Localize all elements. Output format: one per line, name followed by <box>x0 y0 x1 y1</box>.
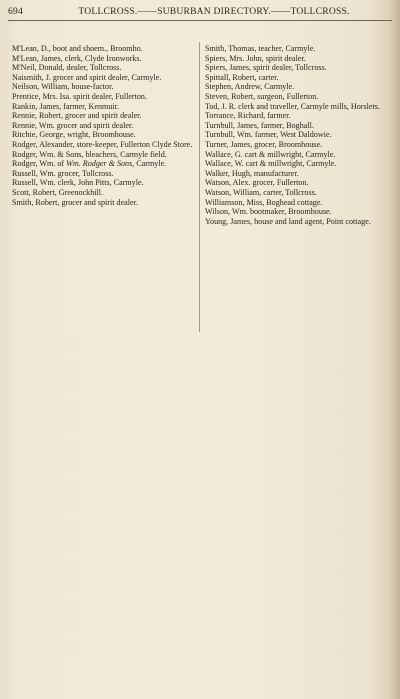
directory-entry: Watson, William, carter, Tollcross. <box>205 187 317 197</box>
directory-entry: Rodger, Alexander, store-keeper, Fullerton Clyde Store. <box>12 139 193 149</box>
page-number: 694 <box>8 6 23 17</box>
directory-entry: Wallace, G. cart & millwright, Carmyle. <box>205 149 336 159</box>
directory-entry: Walker, Hugh, manufacturer. <box>205 168 299 178</box>
directory-entry: Rodger, Wm. of Wm. Rodger & Sons, Carmyle. <box>12 159 167 169</box>
directory-entry: Scott, Robert, Greenockhill. <box>12 187 104 197</box>
directory-entry: Neilson, William, house-factor. <box>12 82 114 92</box>
header-rule <box>8 20 392 21</box>
directory-entry: Rankin, James, farmer, Kenmuir. <box>12 101 119 111</box>
directory-entry: Ritchie, George, wright, Broomhouse. <box>12 130 136 140</box>
directory-entry: Torrance, Richard, farmer. <box>205 111 291 121</box>
directory-entry: Spittall, Robert, carter. <box>205 72 279 82</box>
directory-entry: Steven, Robert, surgeon, Fullerton. <box>205 91 319 101</box>
column-divider <box>199 42 200 332</box>
show-through-texture <box>40 340 370 659</box>
directory-entry: Wallace, W. cart & millwright, Carmyle. <box>205 159 337 169</box>
left-column <box>12 44 196 207</box>
directory-entry: Stephen, Andrew, Carmyle. <box>205 82 295 92</box>
directory-entry: Russell, Wm. clerk, John Pitts, Carmyle. <box>12 178 144 188</box>
page-edge-shadow <box>388 0 400 699</box>
page-header <box>8 4 392 20</box>
directory-entry: Naismith, J. grocer and spirit dealer, Carmyle. <box>12 72 162 82</box>
right-column <box>205 44 391 226</box>
directory-entry: Prentice, Mrs. Isa. spirit dealer, Fullerton. <box>12 91 147 101</box>
running-title: TOLLCROSS.——SUBURBAN DIRECTORY.——TOLLCROSS. <box>78 6 350 17</box>
directory-entry: M'Lean, D., boot and shoem., Broomho. <box>12 44 143 53</box>
directory-entry: Turnbull, James, farmer, Boghall. <box>205 120 314 130</box>
directory-entry: Turner, James, grocer, Broomhouse. <box>205 139 323 149</box>
directory-entry: Rennie, Wm. grocer and spirit dealer. <box>12 120 134 130</box>
directory-entry: Wilson, Wm. bootmaker, Broomhouse. <box>205 207 332 217</box>
directory-entry: Spiers, Mrs. John, spirit dealer. <box>205 53 306 63</box>
directory-entry: Russell, Wm. grocer, Tollcross. <box>12 168 114 178</box>
directory-entry: Smith, Robert, grocer and spirit dealer. <box>12 197 138 207</box>
directory-entry: M'Neil, Donald, dealer, Tollcross. <box>12 63 122 73</box>
directory-entry: Rennie, Robert, grocer and spirit dealer. <box>12 111 142 121</box>
directory-entry: Spiers, James, spirit dealer, Tollcross. <box>205 63 327 73</box>
directory-entry: Turnbull, Wm. farmer, West Daldowie. <box>205 130 332 140</box>
directory-entry: Williamson, Miss, Boghead cottage. <box>205 197 323 207</box>
directory-entry: Young, James, house and land agent, Point cottage. <box>205 216 371 226</box>
directory-entry: Smith, Thomas, teacher, Carmyle. <box>205 44 316 53</box>
directory-entry: M'Lean, James, clerk, Clyde Ironworks. <box>12 53 142 63</box>
directory-entry: Watson, Alex. grocer, Fullerton. <box>205 178 309 188</box>
directory-entry: Tod, J. R. clerk and traveller, Carmyle mills, Horslets. <box>205 101 380 111</box>
directory-entry: Rodger, Wm. & Sons, bleachers, Carmyle field. <box>12 149 167 159</box>
